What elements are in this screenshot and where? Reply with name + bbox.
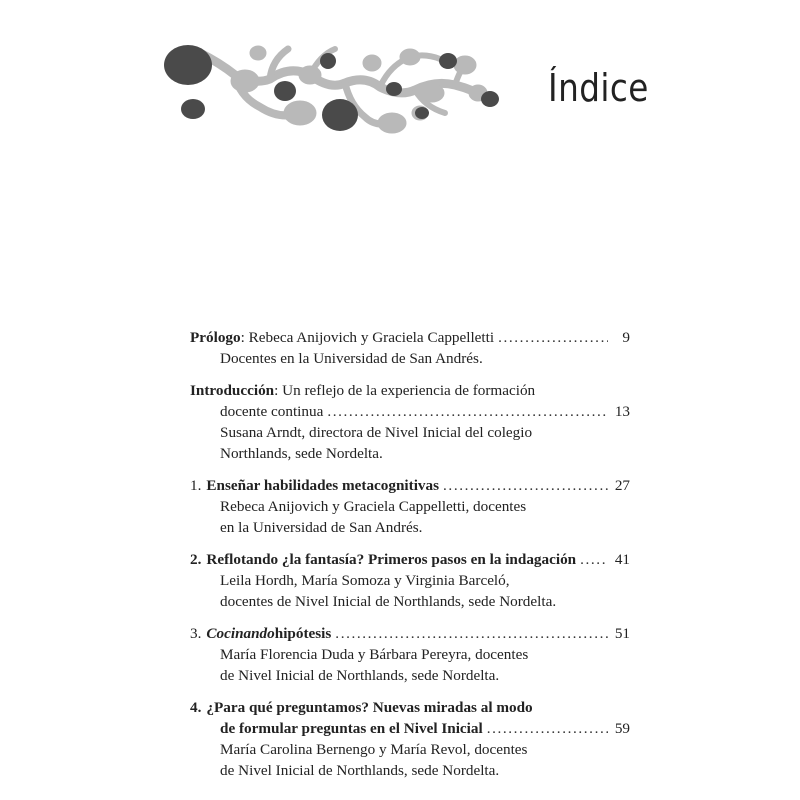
toc-entry-authors: Northlands, sede Nordelta. xyxy=(220,445,383,462)
toc-entry-authors: Docentes en la Universidad de San Andrés. xyxy=(220,350,483,367)
toc-entry-label: Introducción xyxy=(190,382,275,399)
page-title: Índice xyxy=(548,66,649,110)
toc-entry-title-continued: de formular preguntas en el Nivel Inicial xyxy=(220,720,483,737)
toc-entry-authors: Susana Arndt, directora de Nivel Inicial del colegio xyxy=(220,424,533,441)
leader-dots xyxy=(487,718,608,739)
toc-entry-title: : Rebeca Anijovich y Graciela Cappelletti xyxy=(240,329,495,346)
toc-entry-chapter-1[interactable] xyxy=(190,475,630,538)
toc-entry-title: Reflotando ¿la fantasía? Primeros pasos en la indagación xyxy=(206,551,577,568)
toc-entry-authors: en la Universidad de San Andrés. xyxy=(220,519,423,536)
toc-entry-title-italic: Cocinando xyxy=(206,625,275,642)
toc-chapter-number: 4. xyxy=(190,699,202,716)
toc-page-number: 13 xyxy=(614,403,630,420)
toc-entry-title: hipótesis xyxy=(274,625,332,642)
toc-chapter-number: 1. xyxy=(190,477,202,494)
toc-entry-introduccion[interactable] xyxy=(190,380,630,464)
toc-entry-authors: de Nivel Inicial de Northlands, sede Nordelta. xyxy=(220,762,500,779)
leader-dots xyxy=(443,475,608,496)
toc-entry-title: : Un reflejo de la experiencia de formación xyxy=(274,382,536,399)
toc-chapter-number: 3. xyxy=(190,625,202,642)
toc-entry-chapter-4[interactable] xyxy=(190,697,630,781)
toc-page-number: 27 xyxy=(614,477,630,494)
leader-dots xyxy=(498,327,608,348)
toc-entry-authors: María Carolina Bernengo y María Revol, docentes xyxy=(220,741,528,758)
toc-chapter-number: 2. xyxy=(190,551,202,568)
toc-page-number: 51 xyxy=(614,625,630,642)
toc-entry-authors: docentes de Nivel Inicial de Northlands, sede Nordelta. xyxy=(220,593,557,610)
molecule-logo-icon xyxy=(160,35,505,140)
table-of-contents xyxy=(190,327,630,792)
toc-entry-authors: Rebeca Anijovich y Graciela Cappelletti, docentes xyxy=(220,498,527,515)
toc-entry-chapter-2[interactable] xyxy=(190,549,630,612)
toc-entry-authors: María Florencia Duda y Bárbara Pereyra, docentes xyxy=(220,646,529,663)
toc-entry-prologo[interactable] xyxy=(190,327,630,369)
toc-entry-authors: Leila Hordh, María Somoza y Virginia Barceló, xyxy=(220,572,510,589)
toc-entry-authors: de Nivel Inicial de Northlands, sede Nordelta. xyxy=(220,667,500,684)
toc-entry-label: Prólogo xyxy=(190,329,241,346)
leader-dots xyxy=(580,549,608,570)
leader-dots xyxy=(327,401,608,422)
toc-entry-title-continued: docente continua xyxy=(220,403,324,420)
toc-page-number: 9 xyxy=(622,329,630,346)
leader-dots xyxy=(335,623,608,644)
toc-page-number: 59 xyxy=(614,720,630,737)
toc-entry-chapter-3[interactable] xyxy=(190,623,630,686)
toc-entry-title: Enseñar habilidades metacognitivas xyxy=(206,477,440,494)
toc-page-number: 41 xyxy=(614,551,630,568)
toc-entry-title: ¿Para qué preguntamos? Nuevas miradas al modo xyxy=(206,699,533,716)
